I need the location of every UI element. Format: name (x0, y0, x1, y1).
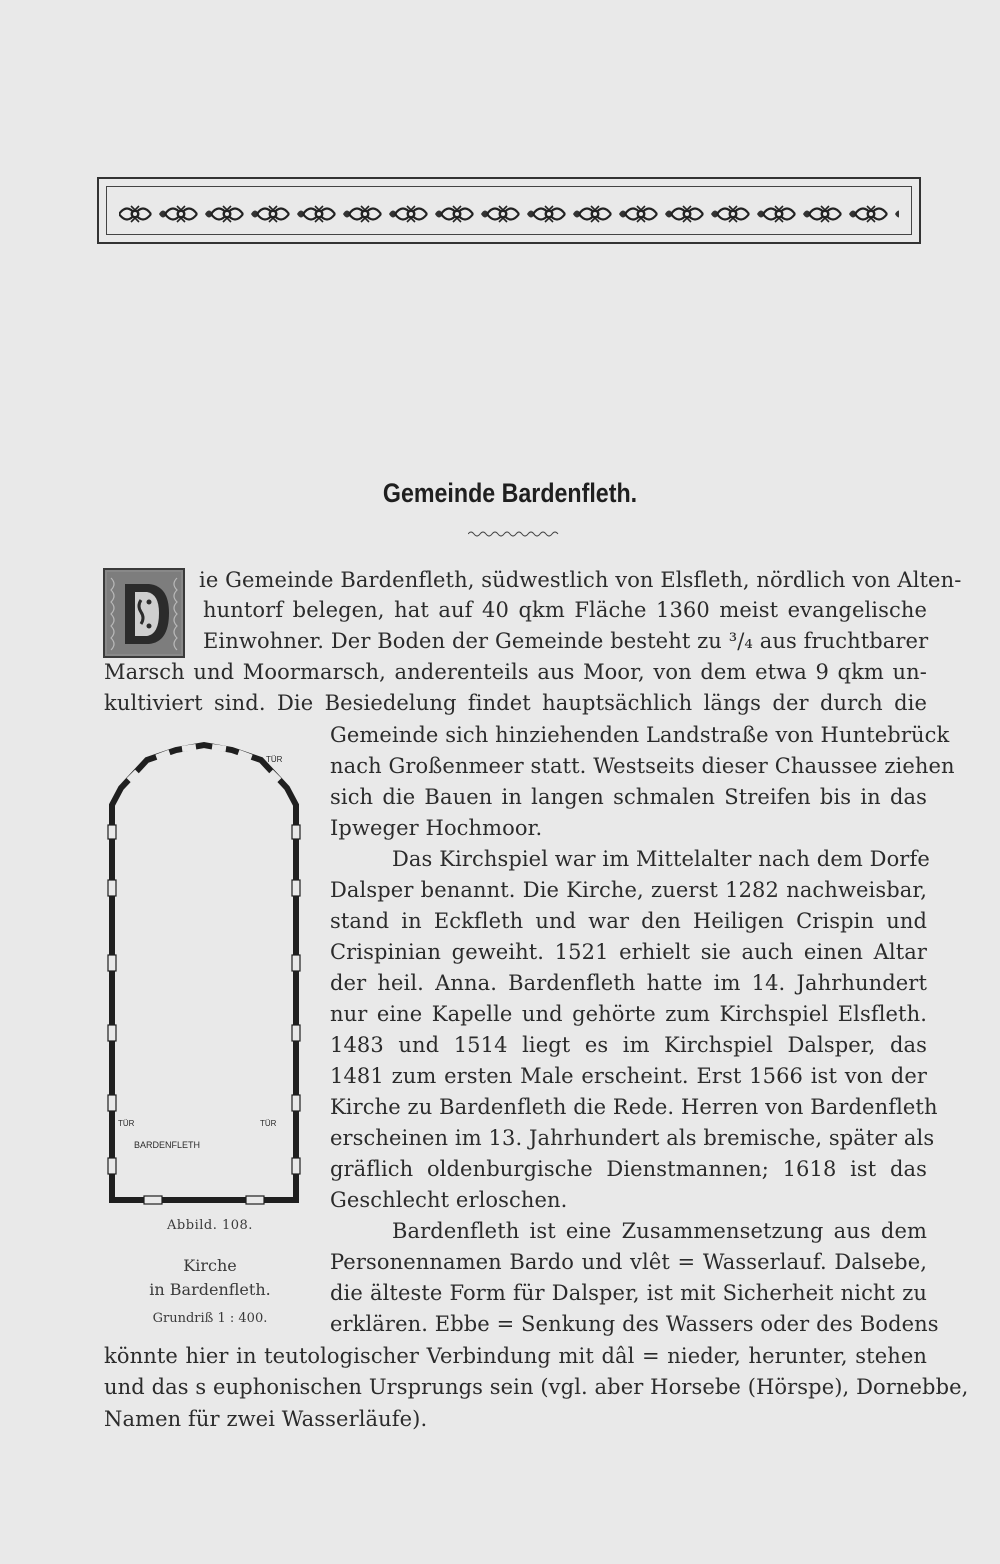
text-line: ie Gemeinde Bardenfleth, südwestlich von Elsfleth, nördlich von Alten- (199, 568, 962, 592)
ornament-inner-border (106, 186, 912, 235)
text-line: Geschlecht erloschen. (330, 1188, 568, 1212)
text-line: kultiviert sind. Die Besiedelung findet hauptsächlich längs der durch die (104, 691, 927, 715)
text-line: sich die Bauen in langen schmalen Streifen bis in das (330, 785, 927, 809)
text-line: Gemeinde sich hinziehenden Landstraße von Huntebrück (330, 723, 950, 747)
text-line: nur eine Kapelle und gehörte zum Kirchspiel Elsfleth. (330, 1002, 927, 1026)
text-line: Einwohner. Der Boden der Gemeinde besteht zu ³/₄ aus fruchtbarer (203, 629, 929, 653)
text-line: Kirche zu Bardenfleth die Rede. Herren von Bardenfleth (330, 1095, 938, 1119)
text-line: 1483 und 1514 liegt es im Kirchspiel Dalsper, das (330, 1033, 927, 1057)
text-line: stand in Eckfleth und war den Heiligen Crispin und (330, 909, 927, 933)
decorated-initial (103, 568, 185, 658)
text-line: die älteste Form für Dalsper, ist mit Sicherheit nicht zu (330, 1281, 927, 1305)
text-line: könnte hier in teutologischer Verbindung mit dâl = nieder, herunter, stehen (104, 1344, 927, 1368)
ornament-band-icon (119, 201, 899, 227)
ornament-frame (97, 177, 921, 244)
plan-name-label: BARDENFLETH (134, 1140, 201, 1150)
text-line: Crispinian geweiht. 1521 erhielt sie auch einen Altar (330, 940, 927, 964)
text-line: huntorf belegen, hat auf 40 qkm Fläche 1360 meist evangelische (203, 598, 927, 622)
text-line: Bardenfleth ist eine Zusammensetzung aus dem (392, 1219, 927, 1243)
text-line: der heil. Anna. Bardenfleth hatte im 14. Jahrhundert (330, 971, 927, 995)
text-line: 1481 zum ersten Male erscheint. Erst 1566 ist von der (330, 1064, 927, 1088)
plan-door-label: TÜR (260, 1119, 277, 1128)
title-wave-divider (468, 530, 560, 538)
figure-caption-line: in Bardenfleth. (149, 1280, 271, 1299)
text-line: Namen für zwei Wasserläufe). (104, 1407, 428, 1431)
text-line: erscheinen im 13. Jahrhundert als bremische, später als (330, 1126, 935, 1150)
page-title: Gemeinde Bardenfleth. (382, 478, 638, 508)
text-line: Dalsper benannt. Die Kirche, zuerst 1282 nachweisbar, (330, 878, 927, 902)
plan-door-label: TÜR (118, 1119, 135, 1128)
text-line: Marsch und Moormarsch, anderenteils aus Moor, von dem etwa 9 qkm un- (104, 660, 927, 684)
text-line: Personennamen Bardo und vlêt = Wasserlauf. Dalsebe, (330, 1250, 927, 1274)
text-line: gräflich oldenburgische Dienstmannen; 1618 ist das (330, 1157, 927, 1181)
text-line: erklären. Ebbe = Senkung des Wassers oder des Bodens (330, 1312, 939, 1336)
figure-scale: Grundriß 1 : 400. (152, 1311, 268, 1326)
text-line: Ipweger Hochmoor. (330, 816, 543, 840)
figure-number: Abbild. 108. (167, 1218, 253, 1233)
text-line: nach Großenmeer statt. Westseits dieser Chaussee ziehen (330, 754, 955, 778)
plan-door-label: TÜR (266, 755, 283, 764)
church-floor-plan (104, 740, 304, 1210)
text-line: Das Kirchspiel war im Mittelalter nach dem Dorfe (392, 847, 930, 871)
text-line: und das s euphonischen Ursprungs sein (vgl. aber Horsebe (Hörspe), Dornebbe, (104, 1375, 969, 1399)
figure-caption-line: Kirche (183, 1256, 237, 1275)
